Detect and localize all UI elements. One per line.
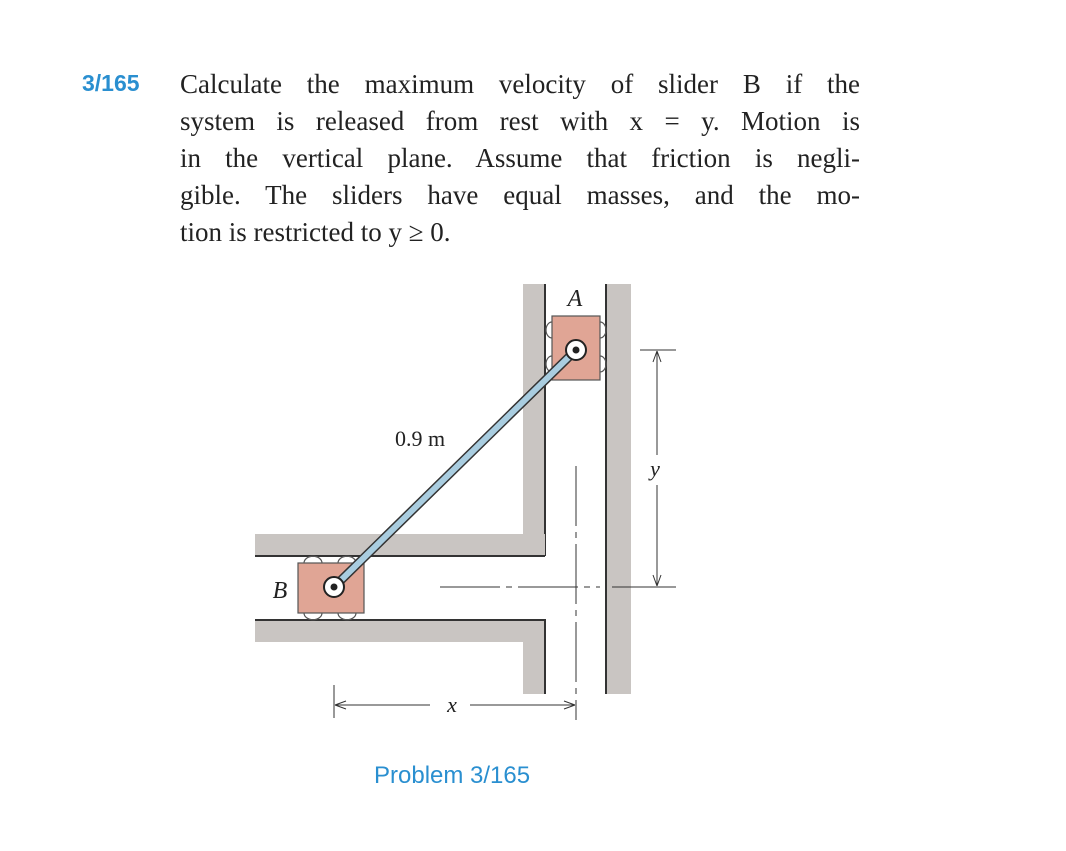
horizontal-guide-bottom-wall (255, 620, 545, 694)
problem-line: in the vertical plane. Assume that friction is negli- (180, 143, 860, 173)
horizontal-guide-top-wall (255, 534, 545, 556)
label-a: A (567, 286, 583, 312)
x-dimension-label: x (447, 692, 457, 717)
problem-line: Calculate the maximum velocity of slider B if the (180, 69, 860, 99)
vertical-guide-right-wall (606, 284, 631, 694)
figure-caption: Problem 3/165 (374, 762, 531, 789)
y-dimension-label: y (650, 456, 660, 481)
rod-length-label: 0.9 m (394, 426, 446, 451)
problem-number: 3/165 (82, 70, 140, 96)
problem-line: gible. The sliders have equal masses, and the mo- (180, 180, 860, 210)
problem-line: tion is restricted to y ≥ 0. (180, 217, 451, 247)
vertical-guide-left-wall-upper (523, 284, 545, 556)
label-b: B (272, 578, 288, 604)
problem-line: system is released from rest with x = y. Motion is (180, 106, 860, 136)
